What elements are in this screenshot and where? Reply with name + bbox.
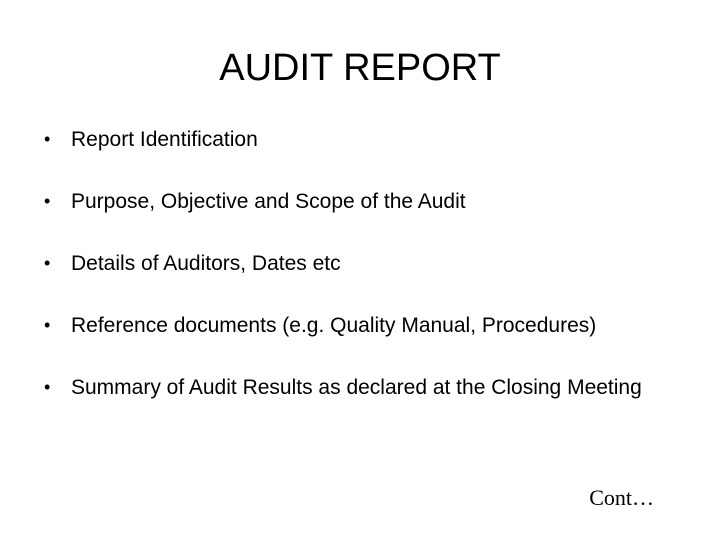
bullet-item-reference-documents bbox=[44, 313, 694, 338]
bullet-list bbox=[44, 127, 694, 400]
bullet-item-auditors bbox=[44, 251, 694, 276]
bullet-icon: • bbox=[44, 129, 51, 149]
bullet-text: Report Identification bbox=[71, 128, 258, 151]
bullet-icon: • bbox=[44, 253, 51, 273]
bullet-icon: • bbox=[44, 315, 51, 335]
slide-title: AUDIT REPORT bbox=[219, 47, 501, 89]
bullet-item-purpose bbox=[44, 189, 694, 214]
bullet-icon: • bbox=[44, 191, 51, 211]
bullet-icon: • bbox=[44, 377, 51, 397]
bullet-item-summary bbox=[44, 375, 694, 400]
bullet-text: Details of Auditors, Dates etc bbox=[71, 252, 341, 275]
bullet-text: Purpose, Objective and Scope of the Audit bbox=[71, 190, 466, 213]
continued-label: Cont… bbox=[589, 485, 654, 510]
bullet-text: Summary of Audit Results as declared at the Closing Meeting bbox=[71, 376, 642, 399]
bullet-text: Reference documents (e.g. Quality Manual, Procedures) bbox=[71, 314, 597, 337]
bullet-item-report-identification bbox=[44, 127, 694, 152]
